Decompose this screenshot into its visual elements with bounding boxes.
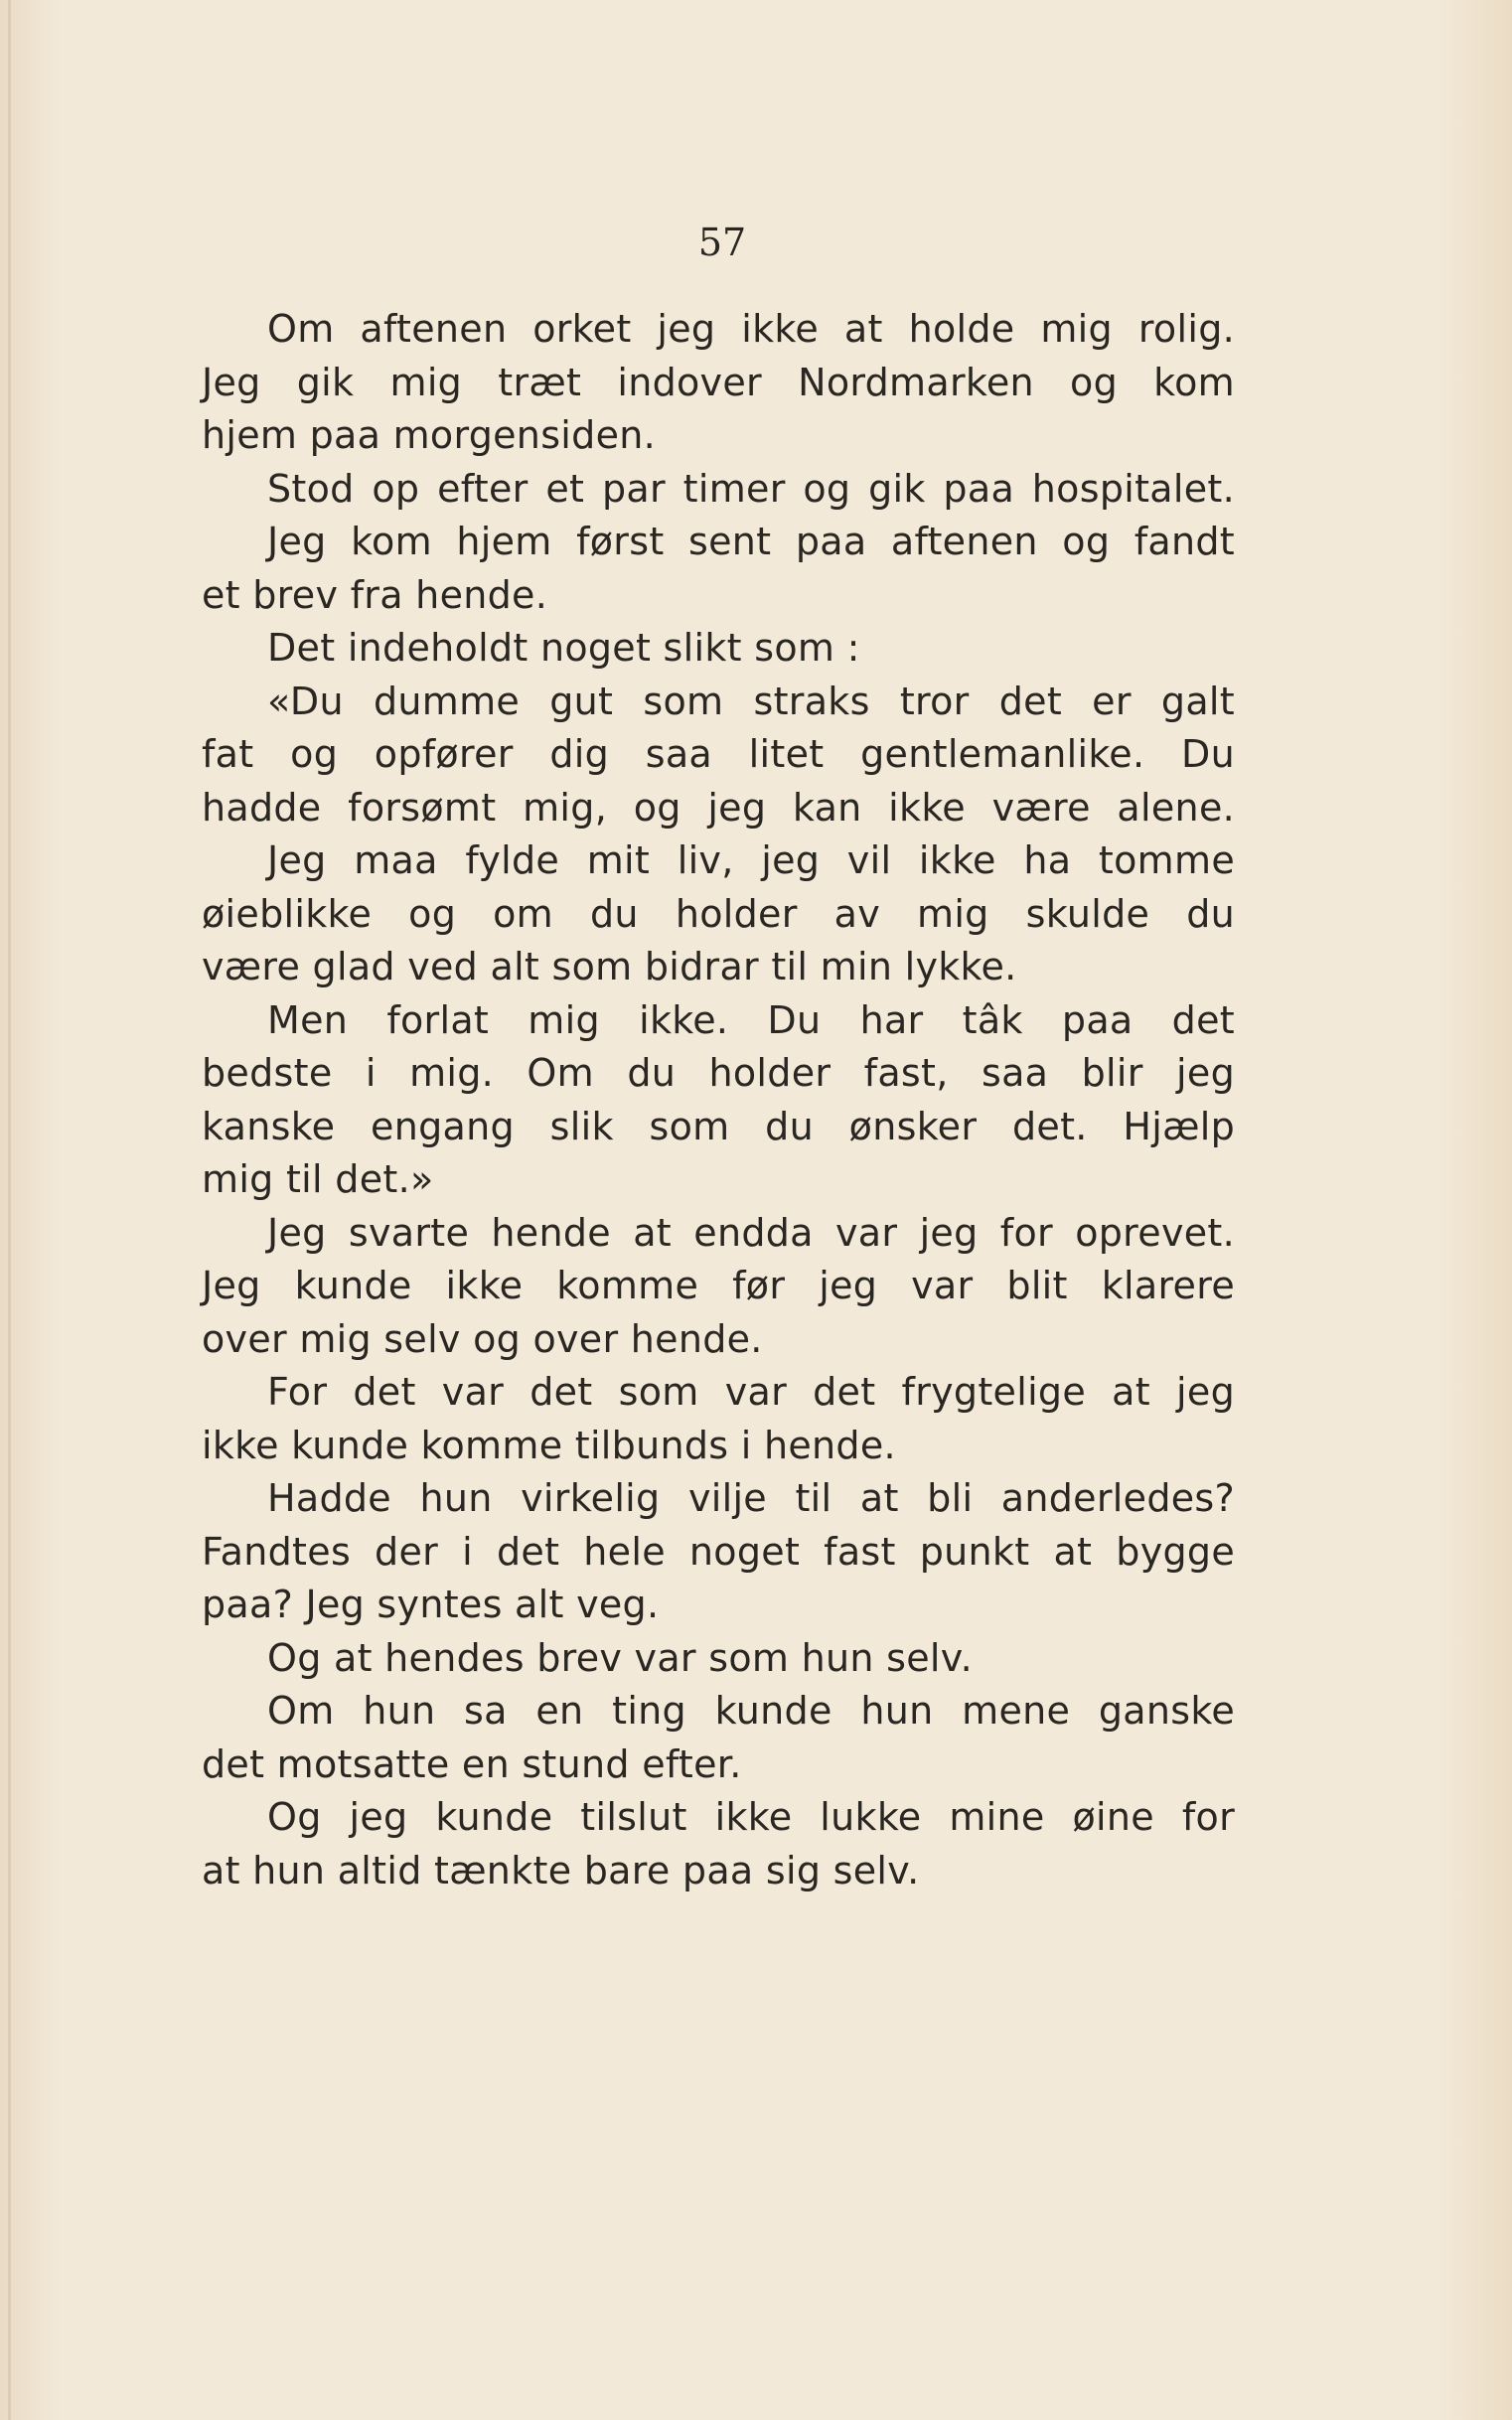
- text-line: øieblikke og om du holder av mig skulde du: [202, 891, 1235, 936]
- text-line: Jeg gik mig træt indover Nordmarken og kom: [202, 360, 1235, 404]
- text-line: fat og opfører dig saa litet gentlemanlike. Du: [202, 732, 1235, 776]
- text-line: være glad ved alt som bidrar til min lykke.: [202, 945, 1017, 988]
- text-line: bedste i mig. Om du holder fast, saa blir jeg: [202, 1051, 1235, 1095]
- text-line: paa? Jeg syntes alt veg.: [202, 1583, 660, 1626]
- text-line: Det indeholdt noget slikt som :: [267, 626, 860, 670]
- text-line: Om aftenen orket jeg ikke at holde mig rolig.: [267, 307, 1235, 351]
- page-number: 57: [697, 221, 747, 264]
- text-line: hadde forsømt mig, og jeg kan ikke være alene.: [202, 785, 1235, 830]
- text-line: et brev fra hende.: [202, 572, 548, 617]
- text-line: ikke kunde komme tilbunds i hende.: [202, 1423, 896, 1467]
- text-line: Og at hendes brev var som hun selv.: [267, 1635, 973, 1680]
- text-line: mig til det.»: [202, 1157, 434, 1201]
- text-line: det motsatte en stund efter.: [202, 1741, 742, 1786]
- text-line: Jeg kom hjem først sent paa aftenen og fandt: [267, 520, 1235, 563]
- text-line: Fandtes der i det hele noget fast punkt at bygge: [202, 1529, 1235, 1574]
- text-line: Jeg kunde ikke komme før jeg var blit klarere: [202, 1264, 1235, 1307]
- text-line: Jeg svarte hende at endda var jeg for oprevet.: [267, 1210, 1235, 1255]
- text-line: For det var det som var det frygtelige at jeg: [267, 1370, 1235, 1414]
- text-line: Og jeg kunde tilslut ikke lukke mine øine for: [267, 1795, 1235, 1839]
- text-line: Men forlat mig ikke. Du har tâk paa det: [267, 997, 1235, 1042]
- text-line: Hadde hun virkelig vilje til at bli anderledes?: [267, 1476, 1235, 1520]
- body-text: [202, 303, 1235, 1897]
- text-line: kanske engang slik som du ønsker det. Hjælp: [202, 1104, 1235, 1148]
- text-line: over mig selv og over hende.: [202, 1316, 763, 1361]
- text-line: at hun altid tænkte bare paa sig selv.: [202, 1848, 920, 1892]
- text-line: hjem paa morgensiden.: [202, 413, 657, 457]
- text-line: Stod op efter et par timer og gik paa hospitalet.: [267, 466, 1235, 511]
- text-line: «Du dumme gut som straks tror det er galt: [267, 679, 1235, 723]
- text-line: Om hun sa en ting kunde hun mene ganske: [267, 1689, 1235, 1733]
- text-line: Jeg maa fylde mit liv, jeg vil ikke ha tomme: [267, 838, 1235, 882]
